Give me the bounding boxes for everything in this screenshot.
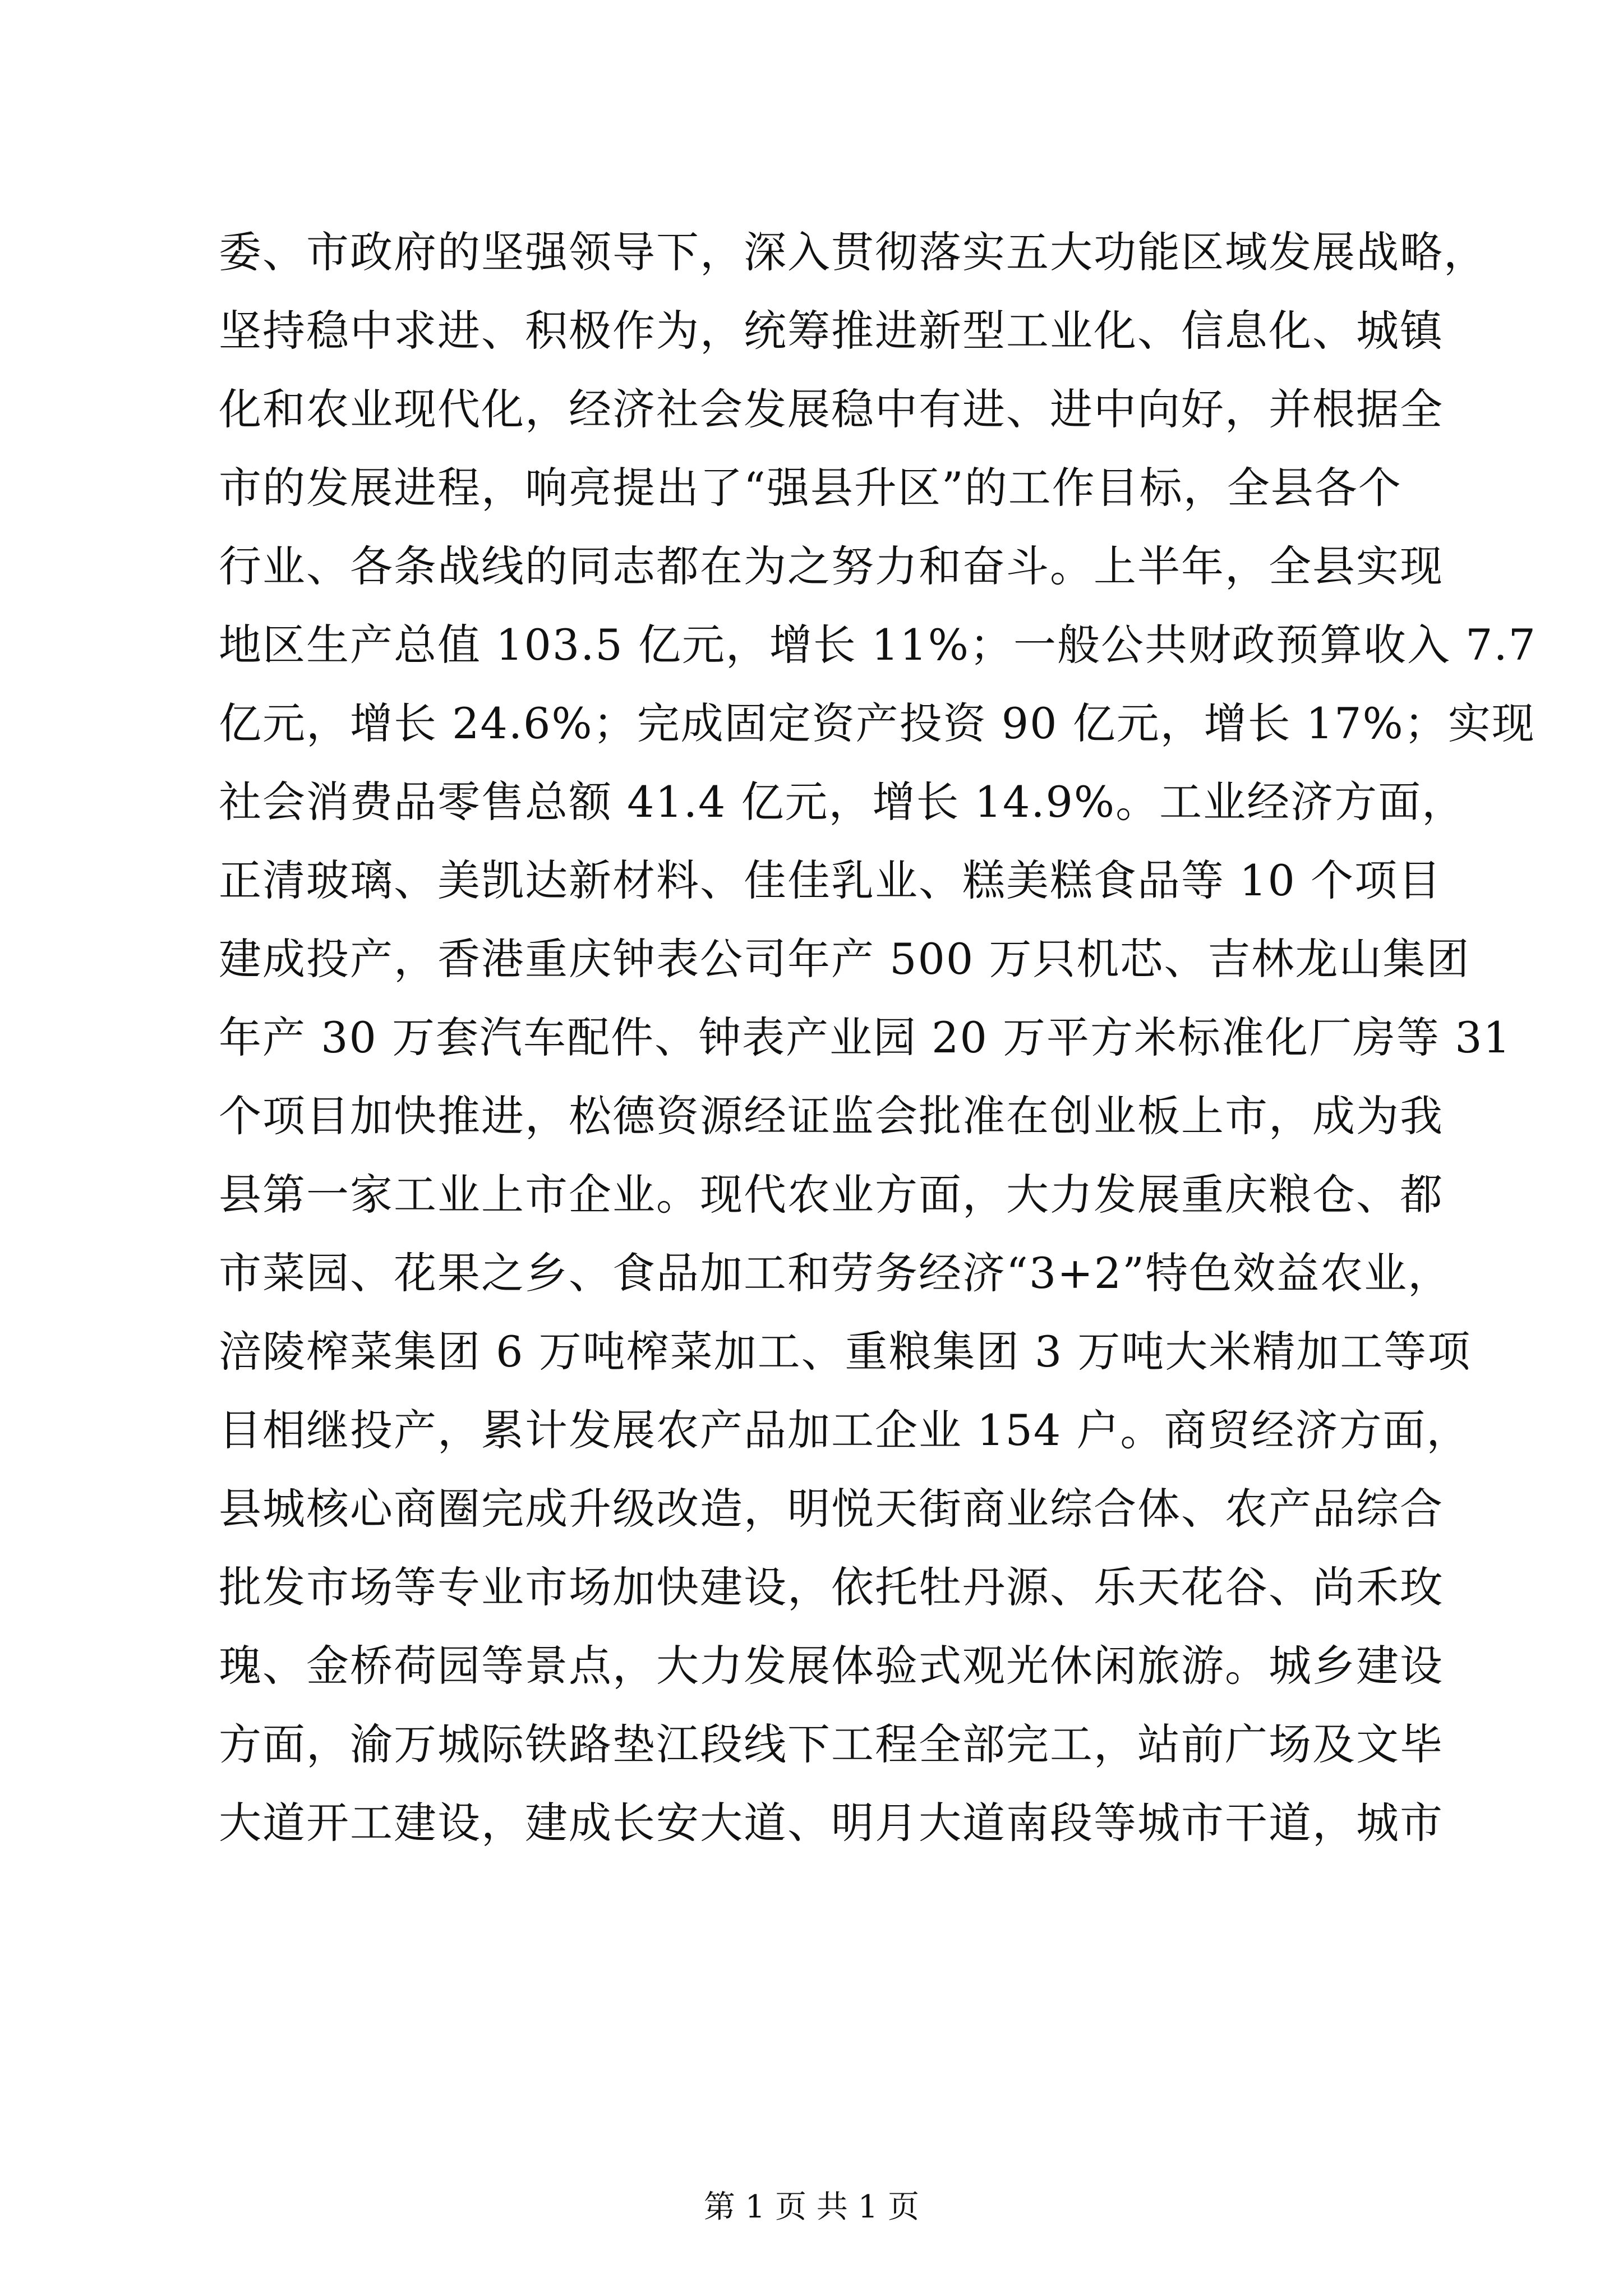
- text-line: 社会消费品零售总额 41.4 亿元，增长 14.9%。工业经济方面，: [219, 777, 1466, 827]
- text-line: 目相继投产，累计发展农产品加工企业 154 户。商贸经济方面，: [219, 1405, 1470, 1455]
- text-line: 亿元，增长 24.6%；完成固定资产投资 90 亿元，增长 17%；实现: [219, 698, 1536, 748]
- text-line: 个项目加快推进，松德资源经证监会批准在创业板上市，成为我: [219, 1091, 1444, 1141]
- page-footer: 第 1 页 共 1 页: [703, 2189, 920, 2225]
- body-text: [219, 213, 1537, 1862]
- text-line: 地区生产总值 103.5 亿元，增长 11%；一般公共财政预算收入 7.7: [219, 620, 1537, 670]
- text-line: 批发市场等专业市场加快建设，依托牡丹源、乐天花谷、尚禾玫: [219, 1562, 1444, 1612]
- text-line: 方面，渝万城际铁路垫江段线下工程全部完工，站前广场及文毕: [219, 1719, 1444, 1769]
- text-line: 委、市政府的坚强领导下，深入贯彻落实五大功能区域发展战略，: [219, 227, 1487, 277]
- text-line: 瑰、金桥荷园等景点，大力发展体验式观光休闲旅游。城乡建设: [219, 1641, 1444, 1691]
- text-line: 建成投产，香港重庆钟表公司年产 500 万只机芯、吉林龙山集团: [219, 934, 1470, 984]
- text-line: 年产 30 万套汽车配件、钟表产业园 20 万平方米标准化厂房等 31: [219, 1013, 1511, 1062]
- text-line: 市菜园、花果之乡、食品加工和劳务经济“3+2”特色效益农业，: [219, 1248, 1452, 1298]
- text-line: 正清玻璃、美凯达新材料、佳佳乳业、糕美糕食品等 10 个项目: [219, 855, 1442, 905]
- text-line: 县第一家工业上市企业。现代农业方面，大力发展重庆粮仓、都: [219, 1170, 1444, 1220]
- text-line: 坚持稳中求进、积极作为，统筹推进新型工业化、信息化、城镇: [219, 306, 1444, 356]
- text-line: 涪陵榨菜集团 6 万吨榨菜加工、重粮集团 3 万吨大米精加工等项: [219, 1327, 1472, 1377]
- text-line: 县城核心商圈完成升级改造，明悦天街商业综合体、农产品综合: [219, 1484, 1444, 1534]
- text-line: 化和农业现代化，经济社会发展稳中有进、进中向好，并根据全: [219, 384, 1444, 434]
- text-line: 市的发展进程，响亮提出了“强县升区”的工作目标，全县各个: [219, 463, 1402, 513]
- text-line: 大道开工建设，建成长安大道、明月大道南段等城市干道，城市: [219, 1798, 1444, 1848]
- text-line: 行业、各条战线的同志都在为之努力和奋斗。上半年，全县实现: [219, 541, 1444, 591]
